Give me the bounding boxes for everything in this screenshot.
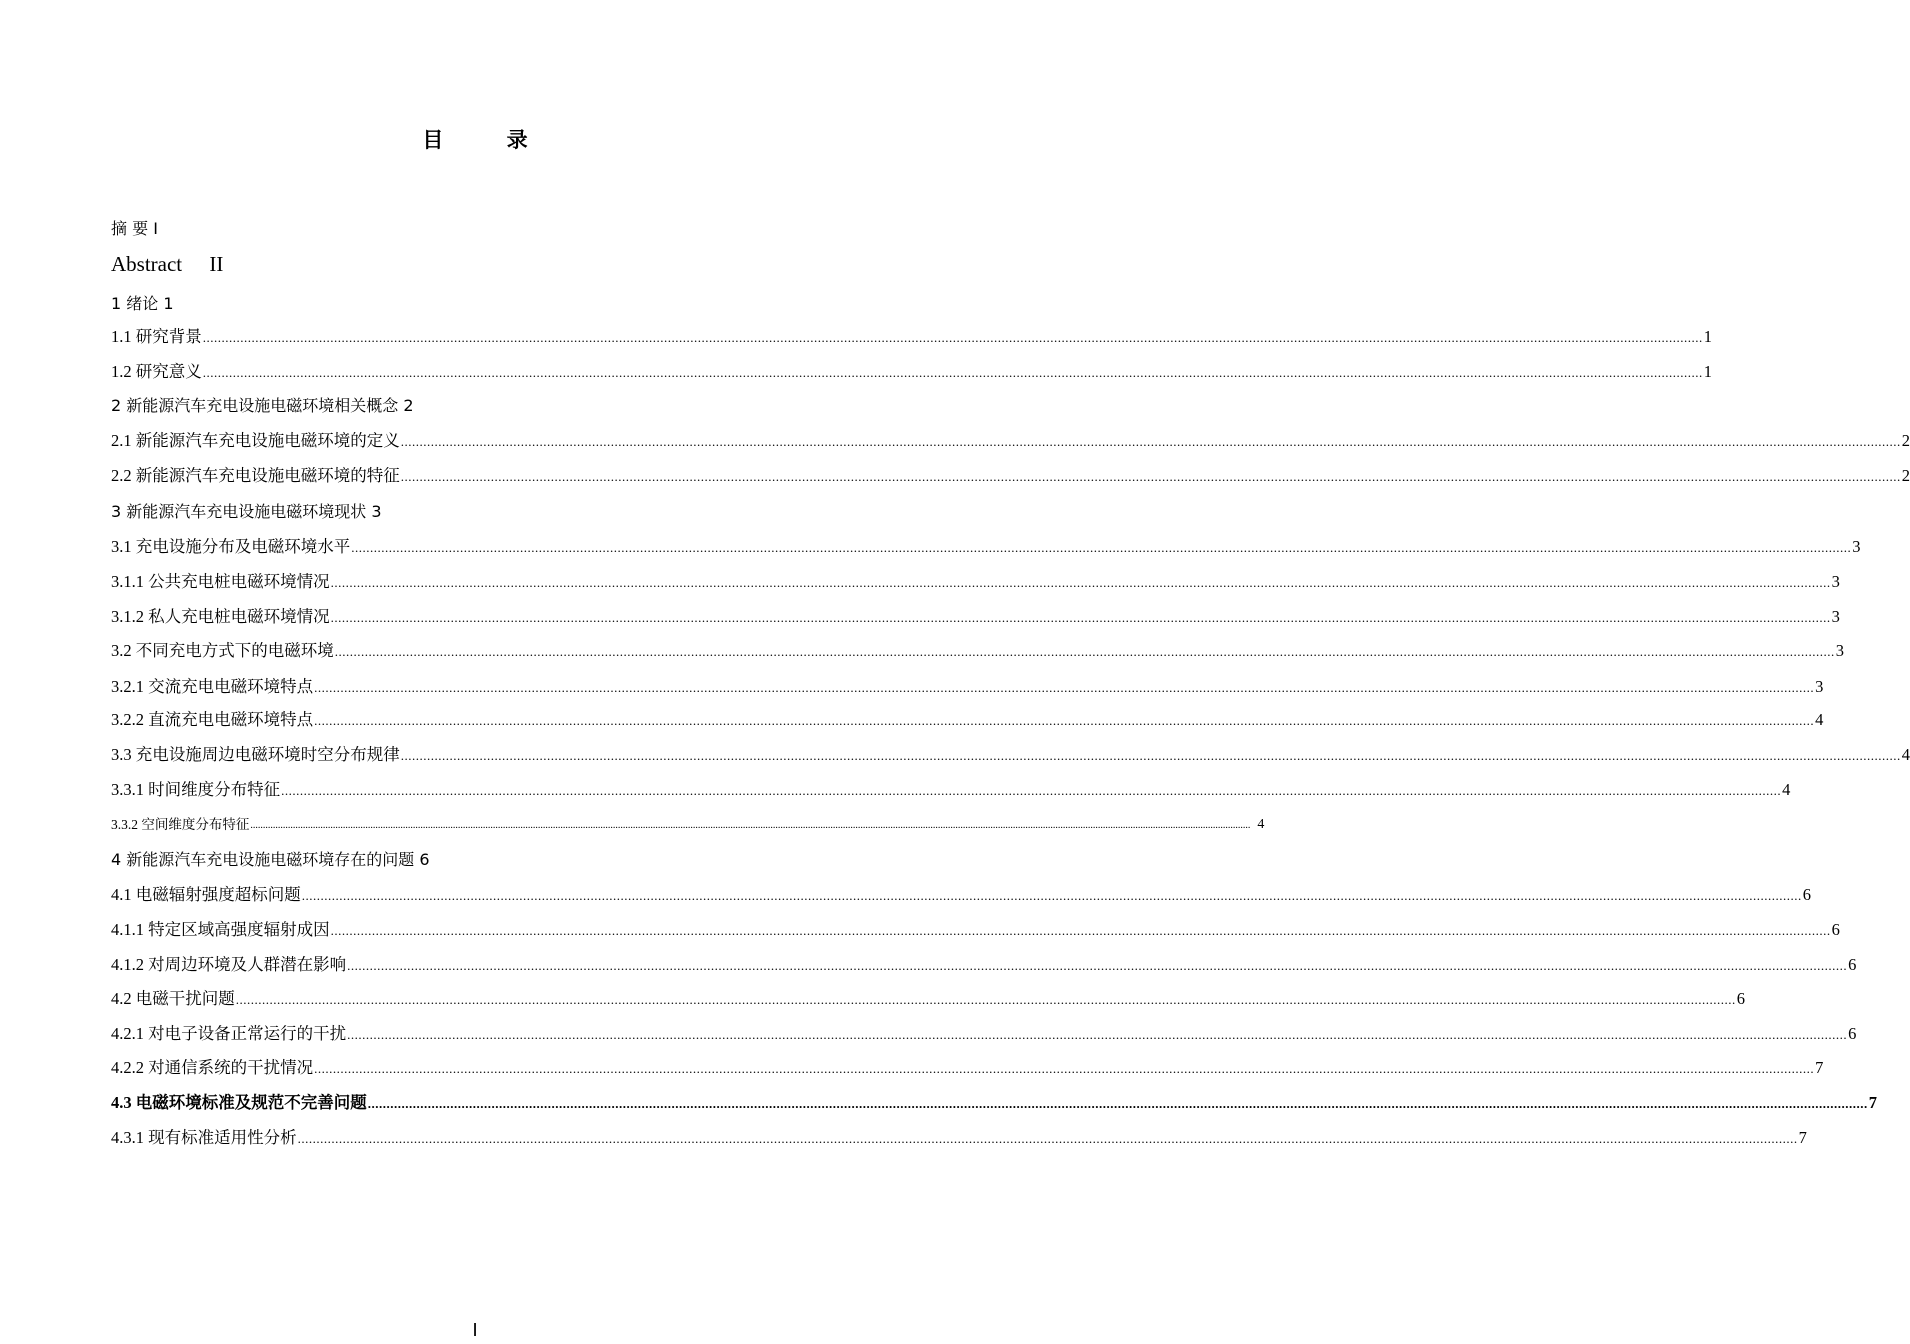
toc-entry-page: 4	[1782, 780, 1791, 799]
leader-dots: ................................................................................................................................................................................................................................................................................................................................................................................................................	[301, 888, 1802, 903]
toc-entry[interactable]	[111, 952, 1857, 976]
toc-entry-page: 3	[371, 502, 382, 521]
toc-entry[interactable]	[111, 674, 1824, 698]
toc-entry-label: 4 新能源汽车充电设施电磁环境存在的问题	[111, 850, 420, 869]
toc-entry-page: 7	[1798, 1128, 1807, 1147]
toc-entry-label: 3.3.2 空间维度分布特征	[111, 817, 250, 832]
toc-entry-page: 1	[1703, 362, 1712, 381]
toc-entry-label: 1.1 研究背景	[111, 327, 202, 346]
leader-dots: ................................................................................................................................................................................................................................................................................................................................................................................................................	[367, 1096, 1868, 1111]
toc-entry-page: 7	[1868, 1093, 1877, 1112]
leader-dots: ................................................................................................................................................................................................................................................................................................................................................................................................................	[330, 610, 1831, 625]
toc-entry-page: I	[153, 219, 158, 238]
toc-entry-page: 6	[1848, 1024, 1857, 1043]
toc-entry[interactable]	[111, 569, 1840, 593]
leader-dots: ................................................................................................................................................................................................................................................................................................................................................................................................................	[347, 958, 1848, 973]
toc-entry-label: 摘 要	[111, 219, 154, 238]
leader-dots: ................................................................................................................................................................................................................................................................................................................................................................................................................	[314, 1061, 1815, 1076]
toc-entry-page: 6	[419, 850, 430, 869]
toc-entry-page: 3	[1831, 572, 1840, 591]
toc-entry[interactable]	[111, 638, 1844, 662]
toc-entry[interactable]	[111, 917, 1840, 941]
toc-entry-chapter-1[interactable]	[111, 291, 174, 314]
toc-entry-page: 2	[403, 396, 414, 415]
toc-entry[interactable]	[111, 463, 1910, 487]
toc-entry-label: 4.2.2 对通信系统的干扰情况	[111, 1058, 314, 1077]
toc-entry-page: 7	[1815, 1058, 1824, 1077]
toc-entry-label: 3.1.2 私人充电桩电磁环境情况	[111, 607, 330, 626]
toc-entry-label: 4.2 电磁干扰问题	[111, 989, 235, 1008]
toc-entry-page: 1	[1703, 327, 1712, 346]
toc-entry[interactable]	[111, 1055, 1824, 1079]
leader-dots: ................................................................................................................................................................................................................................................................................................................................................................................................................	[314, 713, 1815, 728]
toc-entry-label: 4.1.1 特定区域高强度辐射成因	[111, 920, 330, 939]
leader-dots: ................................................................................................................................................................................................................................................................................................................................................................................................................	[330, 923, 1831, 938]
leader-dots: ................................................................................................................................................................................................................................................................................................................................................................................................................	[400, 434, 1901, 449]
leader-dots: ................................................................................................................................................................................................................................................................................................................................................................................................................	[314, 680, 1815, 695]
toc-entry[interactable]	[111, 742, 1910, 766]
toc-entry[interactable]	[111, 324, 1712, 348]
toc-entry-label: 4.1 电磁辐射强度超标问题	[111, 885, 301, 904]
toc-entry-label: 3.1.1 公共充电桩电磁环境情况	[111, 572, 330, 591]
toc-entry[interactable]	[111, 812, 1265, 836]
toc-entry-page: 6	[1831, 920, 1840, 939]
toc-entry-page: 4	[1815, 710, 1824, 729]
leader-dots: ................................................................................................................................................................................................................................................................................................................................................................................................................	[334, 644, 1835, 659]
toc-entry-page: 6	[1736, 989, 1745, 1008]
toc-entry-label: 3.2.1 交流充电电磁环境特点	[111, 677, 314, 696]
toc-entry-label: 3.3 充电设施周边电磁环境时空分布规律	[111, 745, 400, 764]
leader-dots: ................................................................................................................................................................................................................................................................................................................................................................................................................	[347, 1027, 1848, 1042]
toc-entry-page: 3	[1831, 607, 1840, 626]
toc-entry-abstract-cn[interactable]	[111, 216, 158, 239]
toc-entry-page: 4	[1257, 817, 1265, 832]
toc-entry[interactable]	[111, 604, 1840, 628]
leader-dots: ................................................................................................................................................................................................................................................................................................................................................................................................................	[351, 540, 1852, 555]
toc-entry-page: 3	[1815, 677, 1824, 696]
toc-entry-label: Abstract	[111, 252, 188, 276]
toc-entry-label: 4.1.2 对周边环境及人群潜在影响	[111, 955, 347, 974]
toc-entry-page: 6	[1848, 955, 1857, 974]
toc-entry-label: 4.2.1 对电子设备正常运行的干扰	[111, 1024, 347, 1043]
toc-entry-label: 3.2 不同充电方式下的电磁环境	[111, 641, 334, 660]
toc-entry-label: 2.2 新能源汽车充电设施电磁环境的特征	[111, 466, 400, 485]
toc-entry[interactable]	[111, 1021, 1857, 1045]
leader-dots: ................................................................................................................................................................................................................................................................................................................................................................................................................	[330, 575, 1831, 590]
page-number-footer: I	[472, 1320, 478, 1341]
leader-dots: ................................................................................................................................................................................................................................................................................................................................................................................................................	[297, 1131, 1798, 1146]
toc-entry[interactable]	[111, 882, 1811, 906]
toc-entry[interactable]	[111, 986, 1745, 1010]
toc-entry-page: 4	[1901, 745, 1910, 764]
toc-entry-page: 6	[1802, 885, 1811, 904]
toc-entry-chapter-3[interactable]	[111, 499, 382, 522]
toc-entry-label: 4.3 电磁环境标准及规范不完善问题	[111, 1093, 367, 1112]
leader-dots: ................................................................................................................................................................................................................................................................................................................................................................................................................	[202, 365, 1703, 380]
toc-entry-label: 1.2 研究意义	[111, 362, 202, 381]
toc-entry-page: 3	[1852, 537, 1861, 556]
toc-entry[interactable]	[111, 428, 1910, 452]
toc-entry-label: 2.1 新能源汽车充电设施电磁环境的定义	[111, 431, 400, 450]
toc-entry-chapter-4[interactable]	[111, 847, 430, 870]
toc-entry-abstract-en[interactable]	[111, 252, 223, 277]
toc-entry-chapter-2[interactable]	[111, 393, 414, 416]
toc-entry[interactable]	[111, 359, 1712, 383]
toc-entry-label: 3.2.2 直流充电电磁环境特点	[111, 710, 314, 729]
toc-entry-label: 2 新能源汽车充电设施电磁环境相关概念	[111, 396, 404, 415]
toc-entry-page: II	[209, 252, 224, 276]
toc-entry-label: 3.3.1 时间维度分布特征	[111, 780, 281, 799]
toc-entry-label: 1 绪论	[111, 294, 164, 313]
leader-dots: ................................................................................................................................................................................................................................................................................................................................................................................................................	[250, 820, 1251, 831]
toc-entry-page: 2	[1901, 431, 1910, 450]
toc-title: 目 录	[422, 128, 556, 152]
toc-entry[interactable]	[111, 777, 1791, 801]
toc-entry-label: 3 新能源汽车充电设施电磁环境现状	[111, 502, 372, 521]
leader-dots: ................................................................................................................................................................................................................................................................................................................................................................................................................	[400, 469, 1901, 484]
leader-dots: ................................................................................................................................................................................................................................................................................................................................................................................................................	[235, 992, 1736, 1007]
leader-dots: ................................................................................................................................................................................................................................................................................................................................................................................................................	[202, 330, 1703, 345]
toc-entry-bold[interactable]	[111, 1090, 1877, 1114]
toc-entry[interactable]	[111, 1125, 1807, 1149]
toc-entry-page: 3	[1835, 641, 1844, 660]
toc-entry-page: 2	[1901, 466, 1910, 485]
toc-entry-page: 1	[163, 294, 174, 313]
toc-entry-label: 3.1 充电设施分布及电磁环境水平	[111, 537, 351, 556]
toc-entry-label: 4.3.1 现有标准适用性分析	[111, 1128, 297, 1147]
toc-entry[interactable]	[111, 534, 1861, 558]
leader-dots: ................................................................................................................................................................................................................................................................................................................................................................................................................	[400, 748, 1901, 763]
toc-entry[interactable]	[111, 707, 1824, 731]
leader-dots: ................................................................................................................................................................................................................................................................................................................................................................................................................	[281, 783, 1782, 798]
